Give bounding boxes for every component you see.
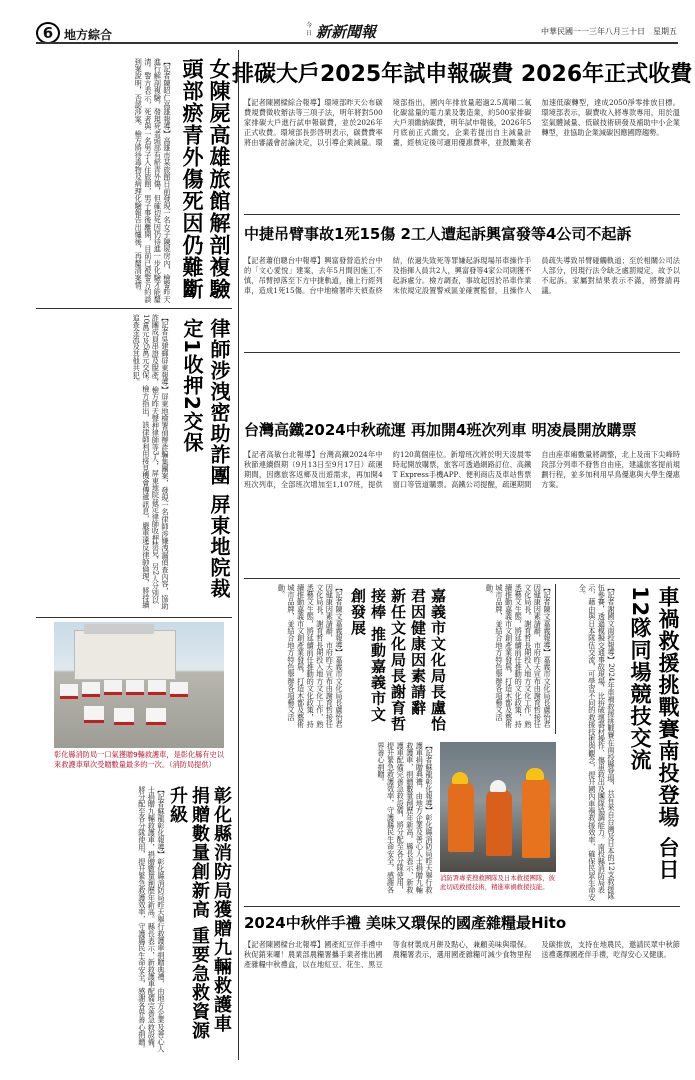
ambulance-body-continued: 【記者蘇龍彰化報導】彰化縣消防局昨天舉行救護車捐贈典禮，由地方企業及善心人士捐贈九輛救護車，捐贈數量創歷年新高。縣長表示，新救護車配備完善急救設備，將分配至各分隊使用，提升緊急救護效率，守護縣民生命安全，感謝各界善心捐贈。 xyxy=(377,742,434,894)
issue-date: 中華民國一一三年八月三十日 星期五 xyxy=(541,27,677,36)
ambulance-8 xyxy=(114,708,134,725)
divider xyxy=(244,214,680,215)
ambulance-9 xyxy=(146,708,166,725)
article-headline: 女陳屍高雄旅館解剖複驗 頭部瘀青外傷死因仍難斷 xyxy=(180,58,231,300)
rescue-photo xyxy=(440,742,556,872)
article-headline: 車禍救援挑戰賽南投登場 台日12隊同場競技交流 xyxy=(628,586,680,881)
article-body: 【記者吳建輝屏東報導】屏東地檢署偵辦詐騙集團案，發現一名律師涉嫌洩漏偵查內容，協助詐團成員串證及脫產，檢方昨天聲押律師等3人，屏東地院裁定律師收押禁見，另2人分別以10萬元及5萬元交保。檢方指出，該律師利用接見機會傳遞訊息，嚴重違反律師倫理，將持續追查金流及其他共犯。 xyxy=(132,314,170,610)
masthead xyxy=(0,0,695,44)
ambulance-2 xyxy=(82,682,100,697)
rescuer-1-helmet xyxy=(452,772,468,784)
column-divider xyxy=(238,50,239,1060)
rescuer-1 xyxy=(448,782,474,852)
paper-tag: 今日 xyxy=(306,22,313,37)
divider xyxy=(555,584,556,734)
article-headline: 律師涉洩密助詐團 屏東地院裁定1收押2交保 xyxy=(180,318,231,599)
ambulance-photo xyxy=(54,622,224,748)
ambulance-4 xyxy=(126,680,144,695)
article-body: 【記者陳文嘉義報導】嘉義市文化局長盧怡君因健康因素請辭，市府昨天宣布由謝育哲接任文化局長。謝育哲長期投入地方文化工作，熟悉藝文生態，將延續前任推動的文化政策，持續推動嘉義市文創產業發展，打造木都及藝術城市品牌，並結合地方特色舉辦各項藝文活動。 xyxy=(277,584,344,728)
article-body: 【記者陳昭仁高雄報導】高雄市某旅館日前發現一名女子陳屍房內，檢警昨天進行解剖複驗，發現死者頭部有瘀青外傷，但確切死因仍待進一步化驗才能釐清。警方表示，死者與一名男子入住旅館，男子事後離開，目前已被警方約談到案說明，否認涉案。檢方將待毒物及病理化驗報告出爐後，再釐清案情。 xyxy=(134,58,172,303)
ambulance-5 xyxy=(148,680,166,695)
article-body: 【記者謝國文南投報導】2024年車禍救援挑戰賽在南投縣登場，共有來自台灣及日本的12支救援隊伍參賽，透過模擬交通事故現場，比拚破壞器材操作、傷患救出及團隊協調能力。南投縣消防局表示，藉由與日本隊伍交流，可學習不同的救援技術與觀念，提升國內車禍救援效率，確保民眾生命安全。 xyxy=(578,584,616,901)
building-shape xyxy=(74,630,176,680)
building-roof xyxy=(84,624,154,634)
divider xyxy=(244,578,680,579)
article-headline: 彰化縣消防局獲贈九輛救護車 捐贈數量創新高 重要急救資源升級 xyxy=(167,786,232,1041)
rescuer-2-helmet xyxy=(490,780,506,792)
carbon-headline: 排碳大戶2025年試申報碳費 2026年正式收費 xyxy=(232,62,693,87)
masthead-rule xyxy=(36,42,678,44)
article-ambulance xyxy=(36,786,232,1056)
rescue-caption: 消防署專業搜救團隊及日本救援團隊，彼此切磋救援技術，精進車禍救援技能。 xyxy=(440,874,556,891)
ambulance-7 xyxy=(84,706,104,723)
ambulance-caption: 彰化縣消防局一口氣獲贈9輛救護車，是彰化縣有史以來救護車單次受贈數量最多的一次。（消防局提供） xyxy=(54,750,224,769)
paper-logo xyxy=(306,20,396,42)
section-name: 地方綜合 xyxy=(64,28,113,42)
rescuer-3 xyxy=(522,778,550,858)
article-culture xyxy=(244,584,552,734)
rescuer-2 xyxy=(486,790,512,856)
hsr-headline: 台灣高鐵2024中秋疏運 再加開4班次列車 明凌晨開放購票 xyxy=(244,421,637,439)
mooncake-headline: 2024中秋伴手禮 美味又環保的國產雜糧最Hito xyxy=(244,914,567,932)
ambulance-6 xyxy=(170,682,188,697)
article-headline: 嘉義市文化局長盧怡君因健康因素請辭 新任文化局長謝育哲接棒 推動嘉義市文創發展 xyxy=(349,588,447,732)
mrt-headline: 中捷吊臂事故1死15傷 2工人遭起訴興富發等4公司不起訴 xyxy=(244,225,632,243)
article-lawyer xyxy=(36,314,232,612)
article-car-crash xyxy=(560,584,682,902)
paper-name: 新新聞報 xyxy=(316,23,377,41)
divider xyxy=(244,352,680,353)
ambulance-3 xyxy=(104,680,122,695)
article-body: 【記者蘇龍彰化報導】彰化縣消防局昨天舉行救護車捐贈典禮，由地方企業及善心人士捐贈九輛救護車，捐贈數量創歷年新高。縣長表示，新救護車配備完善急救設備，將分配至各分隊使用，提升緊急救護效率，守護縣民生命安全，感謝各界善心捐贈。 xyxy=(137,786,166,1053)
rescuer-3-helmet xyxy=(526,768,544,780)
carbon-body: 【記者陳國樑綜合報導】環境部昨天公布碳費規費徵收辦法等三項子法，明年將對500家排碳大戶進行試申報碳費，並於2026年正式收費。環境部長彭啓明表示，碳費費率將由審議會討論決定，以引導企業減量。環境部指出，國內年排放量超過2.5萬噸二氧化碳當量的電力業及製造業，約500家排碳大戶須繳納碳費，明年試申報後，2026年5月底前正式繳交。企業若提出自主減量計畫，經核定後可適用優惠費率，並鼓勵業者加速低碳轉型，達成2050淨零排放目標。環境部表示，碳費收入將專款專用，用於溫室氣體減量、低碳技術研發及補助中小企業轉型，並協助企業減碳因應國際趨勢。 xyxy=(244,98,680,147)
article-autopsy xyxy=(36,58,232,304)
mooncake-body: 【記者陳國樑台北報導】國產紅豆伴手禮中秋促銷來囉！農業部農糧署攜手業者推出國產雜糧中秋禮盒，以在地紅豆、花生、黑豆等食材製成月餅及點心，兼顧美味與環保。農糧署表示，選用國產雜糧可減少食物里程及碳排放，支持在地農民，邀請民眾中秋節送禮選擇國產伴手禮，吃得安心又健康。 xyxy=(244,940,680,969)
page-number: 6 xyxy=(42,24,54,42)
ambulance-1 xyxy=(60,684,78,699)
mrt-body: 【記者蕭伯聰台中報導】興富發營造於台中的「文心愛悅」建案，去年5月間因施工不慎，吊臂掉落至下方中捷軌道，撞上行經列車，造成1死15傷。台中地檢署昨天偵查終結，依過失致死等罪嫌起訴現場吊車操作手及指揮人員共2人，興富發等4家公司則獲不起訴處分。檢方調查，事故起因於吊車作業未依規定設置警戒區並確實監督，且操作人員疏失導致吊臂碰觸軌道；至於相關公司法人部分，因現行法令缺乏處罰規定，故予以不起訴。家屬對結果表示不滿，將聲請再議。 xyxy=(244,256,680,295)
page-number-badge xyxy=(36,22,60,44)
divider xyxy=(36,617,232,618)
divider xyxy=(244,906,680,907)
article-body-continued: 【記者陳文嘉義報導】嘉義市文化局長盧怡君因健康因素請辭，市府昨天宣布由謝育哲接任文化局長。謝育哲長期投入地方文化工作，熟悉藝文生態，將延續前任推動的文化政策，持續推動嘉義市文創產業發展，打造木都及藝術城市品牌，並結合地方特色舉辦各項藝文活動。 xyxy=(485,584,552,728)
divider xyxy=(36,308,232,309)
hsr-body: 【記者高敏台北報導】台灣高鐵2024年中秋節連續假期（9月13日至9月17日）疏運期間，因應旅客返鄉及出遊需求，再加開4班次列車，全部班次增加至1,107班，提供約120萬個座位。新增班次將於明天凌晨零時起開放購票，旅客可透過網路訂位、高鐵T Express手機APP、便利商店及車站售票窗口等管道購票。高鐵公司提醒，疏運期間自由座車廂數量將調整，北上及南下尖峰時段部分列車不發售自由座，建議旅客提前規劃行程，並多加利用早鳥優惠與大學生優惠方案。 xyxy=(244,450,680,489)
